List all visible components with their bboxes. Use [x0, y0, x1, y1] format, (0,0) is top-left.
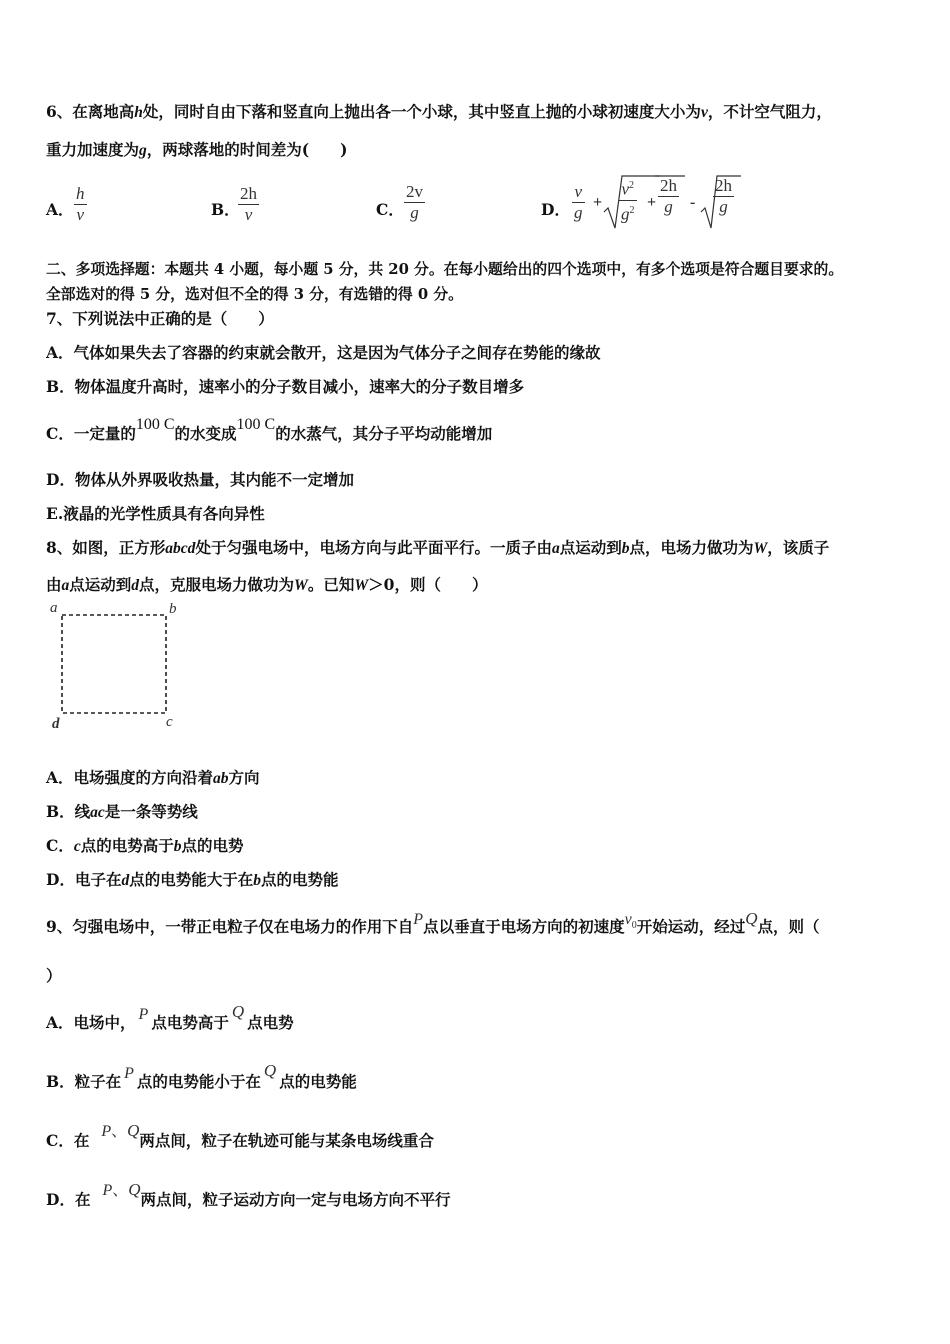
- q6-option-a-fraction: h v: [76, 184, 85, 224]
- q8-stem-line1: 8、如图，正方形abcd处于匀强电场中，电场方向与此平面平行。一质子由a点运动到b点，电场力做功为W，该质子: [46, 538, 830, 557]
- q7-option-b: B．物体温度升高时，速率小的分子数目减小，速率大的分子数目增多: [46, 377, 525, 396]
- q9-stem-line2: ）: [46, 966, 62, 985]
- q9-option-d: D．在 P、Q两点间，粒子运动方向一定与电场方向不平行: [46, 1180, 451, 1209]
- q6-option-c-fraction: 2v g: [406, 182, 423, 222]
- q8-stem-line2: 由a点运动到d点，克服电场力做功为W。已知W＞0，则（ ）: [46, 575, 488, 594]
- q8-vertex-a: a: [50, 600, 58, 616]
- q6-d-minus: -: [690, 194, 696, 211]
- section2-instructions-line1: 二、多项选择题：本题共 4 小题，每小题 5 分，共 20 分。在每小题给出的四个选项中，有多个选项是符合题目要求的。: [46, 261, 844, 278]
- q8-option-c: C．c点的电势高于b点的电势: [46, 836, 244, 855]
- q8-option-d: D．电子在d点的电势能大于在b点的电势能: [46, 870, 339, 889]
- q6-option-a-label: A．: [46, 200, 74, 219]
- section2-instructions-line2: 全部选对的得 5 分，选对但不全的得 3 分，有选错的得 0 分。: [46, 286, 463, 303]
- q6-option-c-label: C．: [376, 200, 404, 219]
- q7-option-a: A．气体如果失去了容器的约束就会散开，这是因为气体分子之间存在势能的缘故: [46, 343, 601, 362]
- q9-option-c: C．在 P、Q两点间，粒子在轨迹可能与某条电场线重合: [46, 1121, 434, 1150]
- q7-option-e: E.液晶的光学性质具有各向异性: [46, 504, 265, 523]
- q7-stem: 7、下列说法中正确的是（ ）: [46, 309, 274, 328]
- q6-d-plus-1: +: [593, 194, 603, 211]
- q8-vertex-d: d: [52, 716, 60, 732]
- q6-option-b-fraction: 2h v: [240, 184, 257, 224]
- q6-d-plus-2: +: [647, 194, 657, 211]
- q8-option-a: A．电场强度的方向沿着ab方向: [46, 768, 260, 787]
- q8-vertex-b: b: [169, 601, 177, 617]
- q8-dashed-square: [55, 610, 175, 720]
- q9-stem-line1: 9、匀强电场中，一带正电粒子仅在电场力的作用下自P点以垂直于电场方向的初速度$v_0$开始运动，经过Q点，则（: [46, 909, 820, 936]
- q9-option-a: A．电场中， P 点电势高于Q点电势: [46, 1002, 294, 1032]
- q6-d-fraction-2h-over-g-2: 2h g: [715, 176, 732, 216]
- q9-option-b: B．粒子在 P 点的电势能小于在Q点的电势能: [46, 1061, 357, 1091]
- q7-option-d: D．物体从外界吸收热量，其内能不一定增加: [46, 470, 354, 489]
- q6-option-b-label: B．: [211, 200, 240, 219]
- q6-stem-line1: 6、在离地高h处，同时自由下落和竖直向上抛出各一个小球，其中竖直上抛的小球初速度大小为v，不计空气阻力，: [46, 102, 832, 121]
- q6-d-fraction-2h-over-g: 2h g: [660, 176, 677, 216]
- q6-d-fraction-v-over-g: v g: [574, 182, 583, 222]
- q6-option-d-label: D．: [541, 200, 570, 219]
- q7-option-c: C．一定量的100 C的水变成100 C的水蒸气，其分子平均动能增加: [46, 416, 493, 443]
- q6-d-fraction-v2-over-g2: $v^2$ $g^2$: [621, 179, 635, 224]
- q8-option-b: B．线ac是一条等势线: [46, 802, 198, 821]
- q6-stem-line2: 重力加速度为g，两球落地的时间差为( ): [46, 140, 348, 159]
- q8-vertex-c: c: [166, 714, 173, 730]
